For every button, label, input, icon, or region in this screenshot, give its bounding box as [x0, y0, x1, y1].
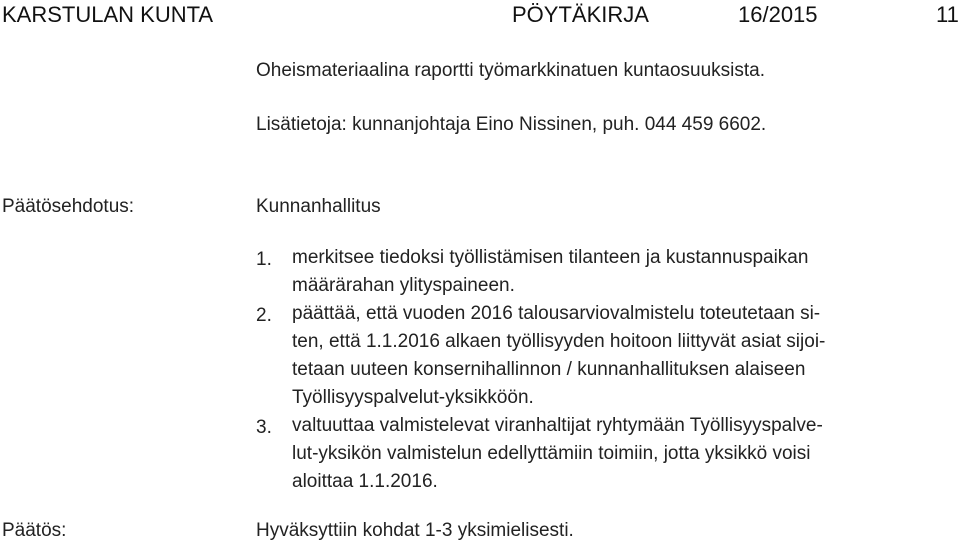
item-line: päättää, että vuoden 2016 talousarviovalmistelu toteutetaan si- [292, 303, 821, 324]
item-line: aloittaa 1.1.2016. [292, 471, 438, 492]
page-number: 11 [936, 2, 959, 27]
item-number: 2. [256, 305, 272, 326]
contact-info: Lisätietoja: kunnanjohtaja Eino Nissinen, puh. 044 459 6602. [256, 114, 767, 135]
document-number: 16/2015 [738, 2, 818, 27]
document-type: PÖYTÄKIRJA [512, 2, 649, 27]
item-number: 3. [256, 417, 272, 438]
organization-name: KARSTULAN KUNTA [2, 2, 214, 27]
decision-label: Päätös: [2, 520, 67, 541]
proposal-label: Päätösehdotus: [2, 196, 135, 217]
attachment-note: Oheismateriaalina raportti työmarkkinatuen kuntaosuuksista. [256, 60, 766, 81]
item-line: tetaan uuteen konsernihallinnon / kunnanhallituksen alaiseen [292, 359, 806, 380]
item-text [292, 244, 948, 300]
decision-text: Hyväksyttiin kohdat 1-3 yksimielisesti. [256, 520, 574, 541]
item-line: lut-yksikön valmistelun edellyttämiin toimiin, jotta yksikkö voisi [292, 443, 811, 464]
item-line: määrärahan ylityspaineen. [292, 275, 515, 296]
item-line: Työllisyyspalvelut-yksikköön. [292, 387, 534, 408]
item-number: 1. [256, 249, 272, 270]
item-line: ten, että 1.1.2016 alkaen työllisyyden hoitoon liittyvät asiat sijoi- [292, 331, 826, 352]
item-line: merkitsee tiedoksi työllistämisen tilanteen ja kustannuspaikan [292, 247, 809, 268]
item-line: valtuuttaa valmistelevat viranhaltijat ryhtymään Työllisyyspalve- [292, 415, 823, 436]
item-text [292, 300, 948, 412]
item-text [292, 412, 948, 496]
proposal-body: Kunnanhallitus [256, 196, 381, 217]
